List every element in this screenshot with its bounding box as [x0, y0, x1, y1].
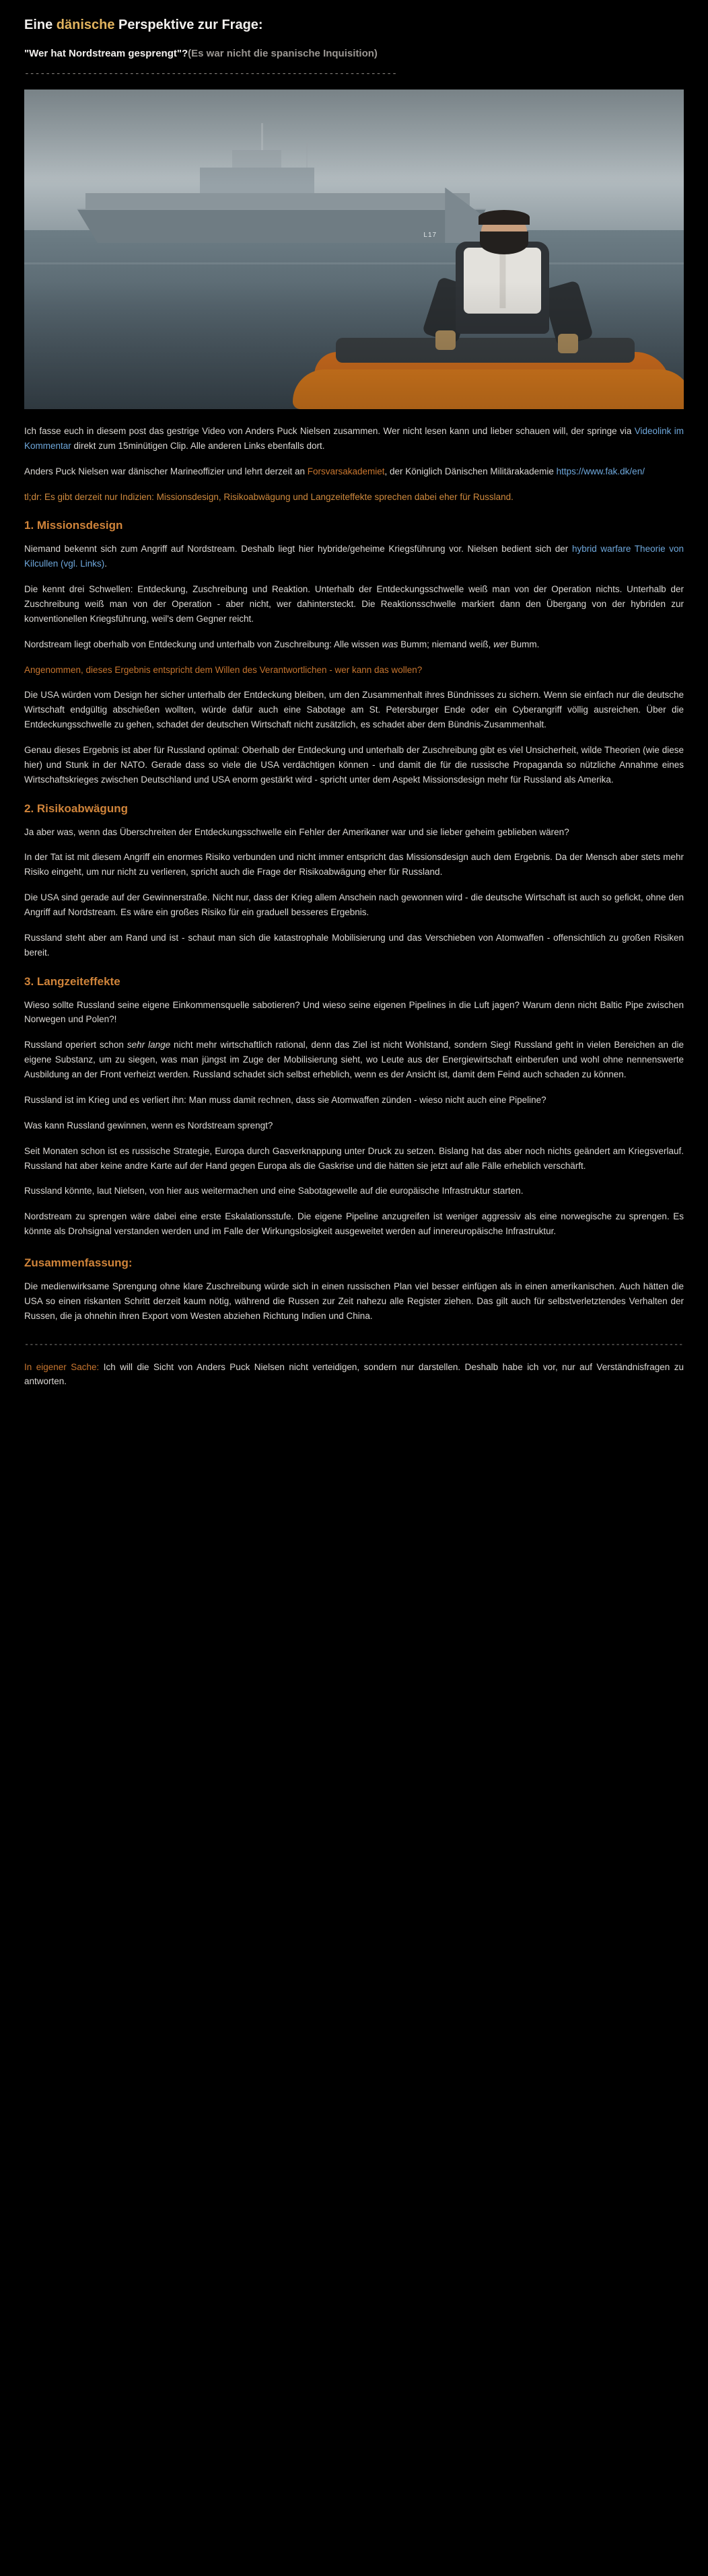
title-accent: dänische: [56, 17, 115, 32]
text-run: Russland operiert schon: [24, 1040, 127, 1050]
fak-url-link[interactable]: https://www.fak.dk/en/: [556, 466, 645, 476]
subtitle-paren: (Es war nicht die spanische Inquisition): [188, 48, 378, 59]
text-run: Ja aber was, wenn das Überschreiten der Entdeckungsschwelle ein Fehler der Amerikaner war und sie lieber geheim geblieben wären?: [24, 826, 569, 837]
text-run: Bumm; niemand weiß,: [398, 639, 494, 649]
intro-p2-text-a: Anders Puck Nielsen war dänischer Marineoffizier und lehrt derzeit an: [24, 466, 308, 476]
text-run: Niemand bekennt sich zum Angriff auf Nordstream. Deshalb liegt hier hybride/geheime Kriegsführung vor. Nielsen bedient sich der: [24, 544, 572, 554]
summary-body: [24, 1279, 684, 1324]
body-paragraph: [24, 1093, 684, 1108]
text-run: Was kann Russland gewinnen, wenn es Nordstream sprengt?: [24, 1120, 273, 1131]
text-run: Russland steht aber am Rand und ist - schaut man sich die katastrophale Mobilisierung und das Verschieben von Atomwaffen - offensichtlich zu großen Risiken bereit.: [24, 932, 684, 958]
body-paragraph: [24, 542, 684, 571]
body-paragraph: [24, 688, 684, 732]
title-suffix: Perspektive zur Frage:: [114, 17, 263, 32]
divider-top: -----------------------------------------------------------------------: [24, 69, 397, 79]
summary-heading: Zusammenfassung:: [24, 1256, 133, 1269]
body-paragraph: [24, 1209, 684, 1239]
body-paragraph: [24, 850, 684, 880]
page-subtitle: [24, 48, 684, 59]
text-run: Angenommen, dieses Ergebnis entspricht dem Willen des Verantwortlichen - wer kann das wollen?: [24, 664, 423, 675]
text-run: Wieso sollte Russland seine eigene Einkommensquelle sabotieren? Und wieso seine eigenen Pipelines in die Luft jagen? Warum denn nicht Baltic Pipe zwischen Norwegen und Polen?!: [24, 999, 684, 1025]
text-run: Seit Monaten schon ist es russische Strategie, Europa durch Gasverknappung unter Druck zu setzen. Bislang hat das aber noch nichts geändert am Kriegsverlauf. Russland hat aber keine andre Karte auf der Hand gegen Europa als die Gaskrise und die hätten sie jetzt auf alle Fälle erheblich verschärft.: [24, 1145, 684, 1171]
closing-text: Ich will die Sicht von Anders Puck Nielsen nicht verteidigen, sondern nur darstellen. Deshalb habe ich vor, nur auf Verständnisfragen zu antworten.: [24, 1361, 684, 1387]
article-figure: [24, 90, 684, 409]
video-link[interactable]: Videolink im Kommentar: [24, 426, 684, 451]
body-paragraph: [24, 1118, 684, 1133]
closing-lead: In eigener Sache:: [24, 1361, 100, 1372]
emphasis-text: was: [382, 639, 398, 649]
page-title: [24, 16, 684, 34]
text-run: Die kennt drei Schwellen: Entdeckung, Zuschreibung und Reaktion. Unterhalb der Entdeckungsschwelle weiß man von der Operation nichts. Unterhalb der Zuschreibung weiß man von der Operation - aber nicht, wer dahintersteckt. Die Reaktionsschwelle markiert dann den Übergang von der hybriden zur konventionellen Kriegsführung, weil's dem Gegner reicht.: [24, 584, 684, 624]
text-run: .: [104, 559, 108, 569]
intro-paragraph-2: [24, 464, 684, 479]
body-paragraph: [24, 1038, 684, 1082]
title-prefix: Eine: [24, 17, 57, 32]
forsvarsakademiet-link[interactable]: Forsvarsakademiet: [307, 466, 385, 476]
text-run: Nordstream zu sprengen wäre dabei eine erste Eskalationsstufe. Die eigene Pipeline anzugreifen ist weniger aggressiv als eine norwegische zu sprengen. Es könnte als Drohsignal verstanden werden und im Falle der Wirkungslosigkeit ausgeweitet werden auf innereuropäische Infrastruktur.: [24, 1211, 684, 1237]
intro-p1-text-a: Ich fasse euch in diesem post das gestrige Video von Anders Puck Nielsen zusammen. Wer nicht lesen kann und lieber schauen will, der springe via: [24, 426, 635, 436]
body-paragraph: [24, 931, 684, 960]
image-vignette: [24, 90, 684, 409]
body-paragraph: [24, 825, 684, 840]
text-run: Die USA sind gerade auf der Gewinnerstraße. Nicht nur, dass der Krieg allem Anschein nach gewonnen wird - die deutsche Wirtschaft ist auch so gefickt, ohne den Angriff auf Nordstream. Es wäre ein großes Risiko für ein graduell besseres Ergebnis.: [24, 892, 684, 918]
emphasis-text: sehr lange: [127, 1040, 171, 1050]
article-sections: [24, 519, 684, 1239]
text-run: In der Tat ist mit diesem Angriff ein enormes Risiko verbunden und nicht immer entspricht das Missionsdesign auch dem Ergebnis. Da der Mensch aber stets mehr Risiko eingeht, um nur nicht zu verlieren, spricht auch die Frage der Risikoabwägung eher für Russland.: [24, 852, 684, 878]
section-heading: 1. Missionsdesign: [24, 519, 123, 532]
body-paragraph: [24, 637, 684, 652]
section-heading: 3. Langzeiteffekte: [24, 974, 120, 988]
text-run: Russland könnte, laut Nielsen, von hier aus weitermachen und eine Sabotagewelle auf die europäische Infrastruktur starten.: [24, 1186, 524, 1196]
tldr-note: tl;dr: Es gibt derzeit nur Indizien: Missionsdesign, Risikoabwägung und Langzeiteffekte sprechen dabei eher für Russland.: [24, 491, 514, 502]
text-run: Die USA würden vom Design her sicher unterhalb der Entdeckung bleiben, um den Zusammenhalt ihres Bündnisses zu sichern. Wenn sie einfach nur die deutsche Wirtschaft endgültig abschießen wollten, würde dafür auch eine Sabotage am St. Petersburger Ende oder ein Cyberangriff völlig ausreichen. Über die Entdeckungsschwelle zu gehen, schadet der deutschen Wirtschaft nicht zusätzlich, es schadet aber dem Bündnis-Zusammenhalt.: [24, 690, 684, 730]
text-run: Die medienwirksame Sprengung ohne klare Zuschreibung würde sich in einen russischen Plan viel besser einfügen als in einen amerikanischen. Auch hätten die USA so einen riskanten Schritt derzeit kaum nötig, während die Russen zur Zeit nahezu alle Register ziehen. Das gilt auch für selbstverletztendes Verhalten der Russen, die ja ohnehin ihren Export vom Westen abziehen Richtung Indien und China.: [24, 1281, 684, 1321]
text-run: Nordstream liegt oberhalb von Entdeckung und unterhalb von Zuschreibung: Alle wissen: [24, 639, 382, 649]
body-paragraph: [24, 1184, 684, 1198]
hero-image: [24, 90, 684, 409]
body-paragraph: [24, 998, 684, 1028]
divider-bottom: ----------------------------------------------------------------------------------------------------------------------------------------: [24, 1339, 684, 1349]
text-run: nicht mehr wirtschaftlich rational, denn das Ziel ist nicht Wohlstand, sondern Sieg! Russland geht in vielen Bereichen an die eigene Substanz, um zu siegen, was man jüngst im Zuge der Mobilisierung sieht, wo Leute aus der Energiewirtschaft einberufen und wohl ohne nennenswerte Ausbildung an der Front verheizt werden. Russland schadet sich selbst erheblich, wenn es der Ansicht ist, damit dem Feind auch schaden zu können.: [24, 1040, 684, 1080]
body-paragraph: [24, 890, 684, 920]
body-paragraph: [24, 1144, 684, 1174]
intro-p1-text-b: direkt zum 15minütigen Clip. Alle anderen Links ebenfalls dort.: [71, 440, 325, 451]
text-run: Genau dieses Ergebnis ist aber für Russland optimal: Oberhalb der Entdeckung und unterhalb der Zuschreibung gibt es viel Unsicherheit, wilde Theorien (wie diese hier) und Stunk in der NATO. Gerade dass so viele die USA verdächtigen können - und damit die für die russische Propaganda so nützliche Annahme eines Wirtschaftskrieges zwischen Deutschland und USA enorm gestärkt wird - spricht unter dem Aspekt Missionsdesign mehr für Russland als Amerika.: [24, 745, 684, 785]
body-paragraph: [24, 743, 684, 787]
body-paragraph: [24, 582, 684, 627]
intro-p2-text-b: , der Königlich Dänischen Militärakademie: [384, 466, 557, 476]
inline-link[interactable]: hybrid warfare Theorie von Kilcullen (vgl. Links): [24, 544, 684, 569]
section-heading: 2. Risikoabwägung: [24, 801, 128, 815]
highlight-paragraph: [24, 663, 684, 678]
subtitle-quote: "Wer hat Nordstream gesprengt"?: [24, 48, 188, 59]
emphasis-text: wer: [493, 639, 508, 649]
text-run: Bumm.: [507, 639, 540, 649]
text-run: Russland ist im Krieg und es verliert ihn: Man muss damit rechnen, dass sie Atomwaffen zünden - wieso nicht auch eine Pipeline?: [24, 1094, 546, 1105]
intro-paragraph-1: [24, 424, 684, 454]
closing-note: [24, 1360, 684, 1390]
body-paragraph: [24, 1279, 684, 1324]
